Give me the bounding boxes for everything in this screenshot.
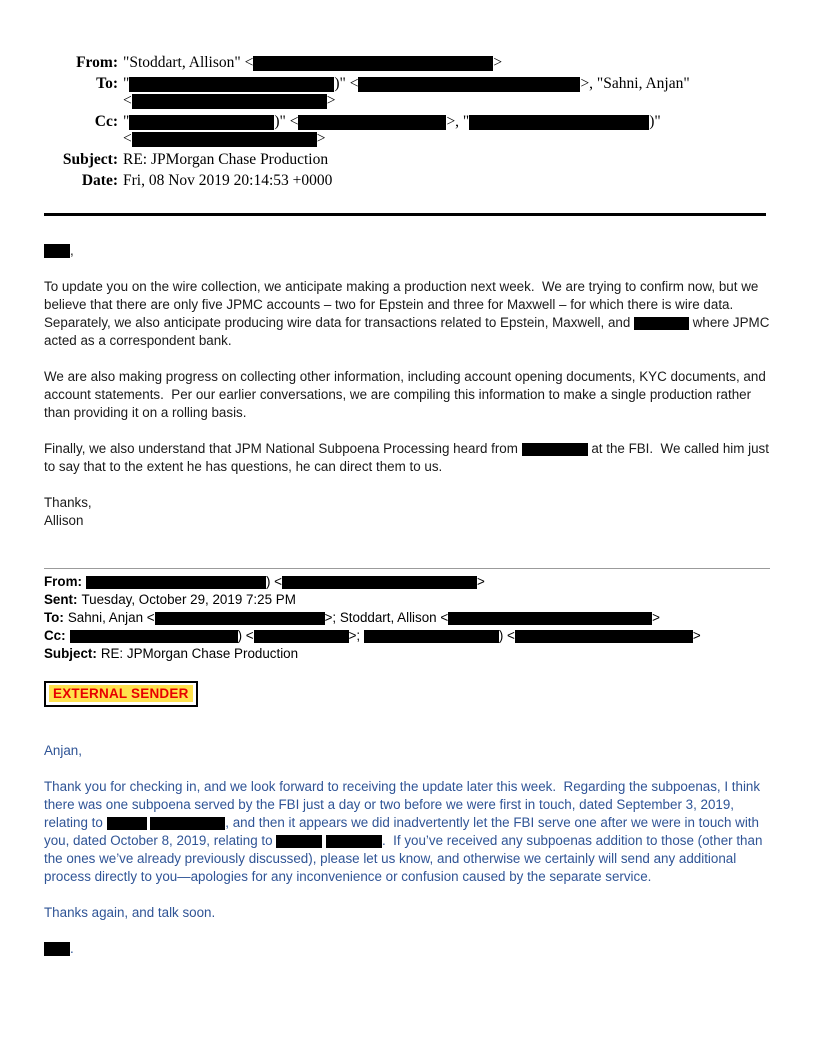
redaction-bar	[254, 630, 349, 643]
header-field-subject	[44, 151, 770, 168]
header-field-to	[44, 75, 770, 109]
header-field-date	[44, 172, 770, 189]
redaction-bar	[132, 94, 327, 109]
redaction-bar	[253, 56, 493, 71]
redaction-bar	[70, 630, 238, 643]
field-value-from: "Stoddart, Allison" < >	[123, 54, 503, 71]
field-label-cc: Cc:	[94, 113, 118, 130]
redaction-bar	[150, 817, 225, 830]
redaction-bar	[634, 317, 689, 330]
field-label-from: From:	[76, 54, 118, 71]
paragraph: We are also making progress on collecting other information, including account opening documents, KYC documents, and account statements. Per our earlier conversations, we are compiling this information to make a single production rather than providing it on a rolling basis.	[44, 369, 770, 420]
header-field-sent	[44, 591, 770, 609]
header-field-from	[44, 573, 770, 591]
email2-signature: .	[44, 940, 770, 958]
header-field-to	[44, 609, 770, 627]
email1-body	[44, 242, 774, 530]
field-label-sent: Sent:	[44, 592, 78, 607]
redaction-bar	[522, 443, 588, 456]
redaction-bar	[276, 835, 322, 848]
paragraph: Finally, we also understand that JPM National Subpoena Processing heard from at the FBI. We called him just to say that to the extent he has questions, he can direct them to us.	[44, 441, 773, 474]
signature-line: Thanks,	[44, 495, 92, 510]
field-label-to: To:	[96, 75, 118, 92]
field-label-subject: Subject:	[44, 646, 97, 661]
email1-salutation: ,	[44, 242, 770, 260]
field-value-cc: ) < >; ) < >	[70, 628, 701, 643]
signature-line: Allison	[44, 513, 84, 528]
email2-salutation: Anjan,	[44, 743, 82, 758]
redaction-bar	[44, 942, 70, 956]
field-label-to: To:	[44, 610, 64, 625]
external-sender-badge	[44, 681, 198, 707]
paragraph: Thank you for checking in, and we look forward to receiving the update later this week. Regarding the subpoenas, I think there was one subpoena served by the FBI just a day or two before we were first in touch, dated September 3, 2019, relating to , and then it appears we did inadvertently let the FBI serve one after we were in touch with you, dated October 8, 2019, relating to . If you’ve received any subpoenas addition to those (other than the ones we’ve already previously discussed), please let us know, and otherwise we certainly will send any additional process directly to you—apologies for any inconvenience or confusion caused by the separate service.	[44, 779, 767, 884]
field-value-cc: " )" < >, " )" < >	[123, 113, 661, 147]
header-field-subject	[44, 645, 770, 663]
redaction-bar	[132, 132, 317, 147]
email2-header	[44, 573, 770, 663]
redaction-bar	[358, 77, 580, 92]
field-value-sent: Tuesday, October 29, 2019 7:25 PM	[81, 592, 296, 607]
field-label-subject: Subject:	[62, 151, 118, 168]
field-label-from: From:	[44, 574, 82, 589]
field-label-date: Date:	[81, 172, 118, 189]
field-value-to: Sahni, Anjan < >; Stoddart, Allison < >	[67, 610, 660, 625]
redaction-bar	[282, 576, 477, 589]
redaction-bar	[155, 612, 325, 625]
field-value-from: ) < >	[86, 574, 485, 589]
redaction-bar	[448, 612, 652, 625]
field-value-subject: RE: JPMorgan Chase Production	[123, 151, 329, 168]
redaction-bar	[298, 115, 446, 130]
header-field-cc	[44, 113, 770, 147]
redaction-bar	[44, 244, 70, 258]
paragraph: To update you on the wire collection, we anticipate making a production next week. We are trying to confirm now, but we believe that there are only five JPMC accounts – two for Epstein and three for Maxwell – for which there is wire data. Separately, we also anticipate producing wire data for transactions related to Epstein, Maxwell, and where JPMC acted as a correspondent bank.	[44, 279, 774, 348]
redaction-bar	[326, 835, 382, 848]
external-sender-badge-row	[44, 681, 770, 707]
header-field-cc	[44, 627, 770, 645]
redaction-bar	[129, 115, 274, 130]
redaction-bar	[515, 630, 693, 643]
header-field-from	[44, 54, 770, 71]
field-value-to: " )" < >, "Sahni, Anjan" < >	[123, 75, 690, 109]
field-label-cc: Cc:	[44, 628, 66, 643]
email1-paragraphs	[44, 278, 774, 476]
external-sender-badge-label: EXTERNAL SENDER	[49, 685, 193, 702]
redaction-bar	[107, 817, 147, 830]
header-divider-rule	[44, 213, 766, 216]
redaction-bar	[469, 115, 649, 130]
redaction-bar	[364, 630, 499, 643]
email2-body	[44, 742, 770, 958]
redaction-bar	[86, 576, 266, 589]
email2-divider-rule	[44, 568, 770, 569]
email1-header	[44, 54, 770, 189]
email1-signature	[44, 494, 770, 530]
redaction-bar	[129, 77, 334, 92]
email2-paragraphs	[44, 778, 770, 922]
paragraph: Thanks again, and talk soon.	[44, 905, 216, 920]
field-value-subject: RE: JPMorgan Chase Production	[100, 646, 299, 661]
field-value-date: Fri, 08 Nov 2019 20:14:53 +0000	[123, 172, 333, 189]
